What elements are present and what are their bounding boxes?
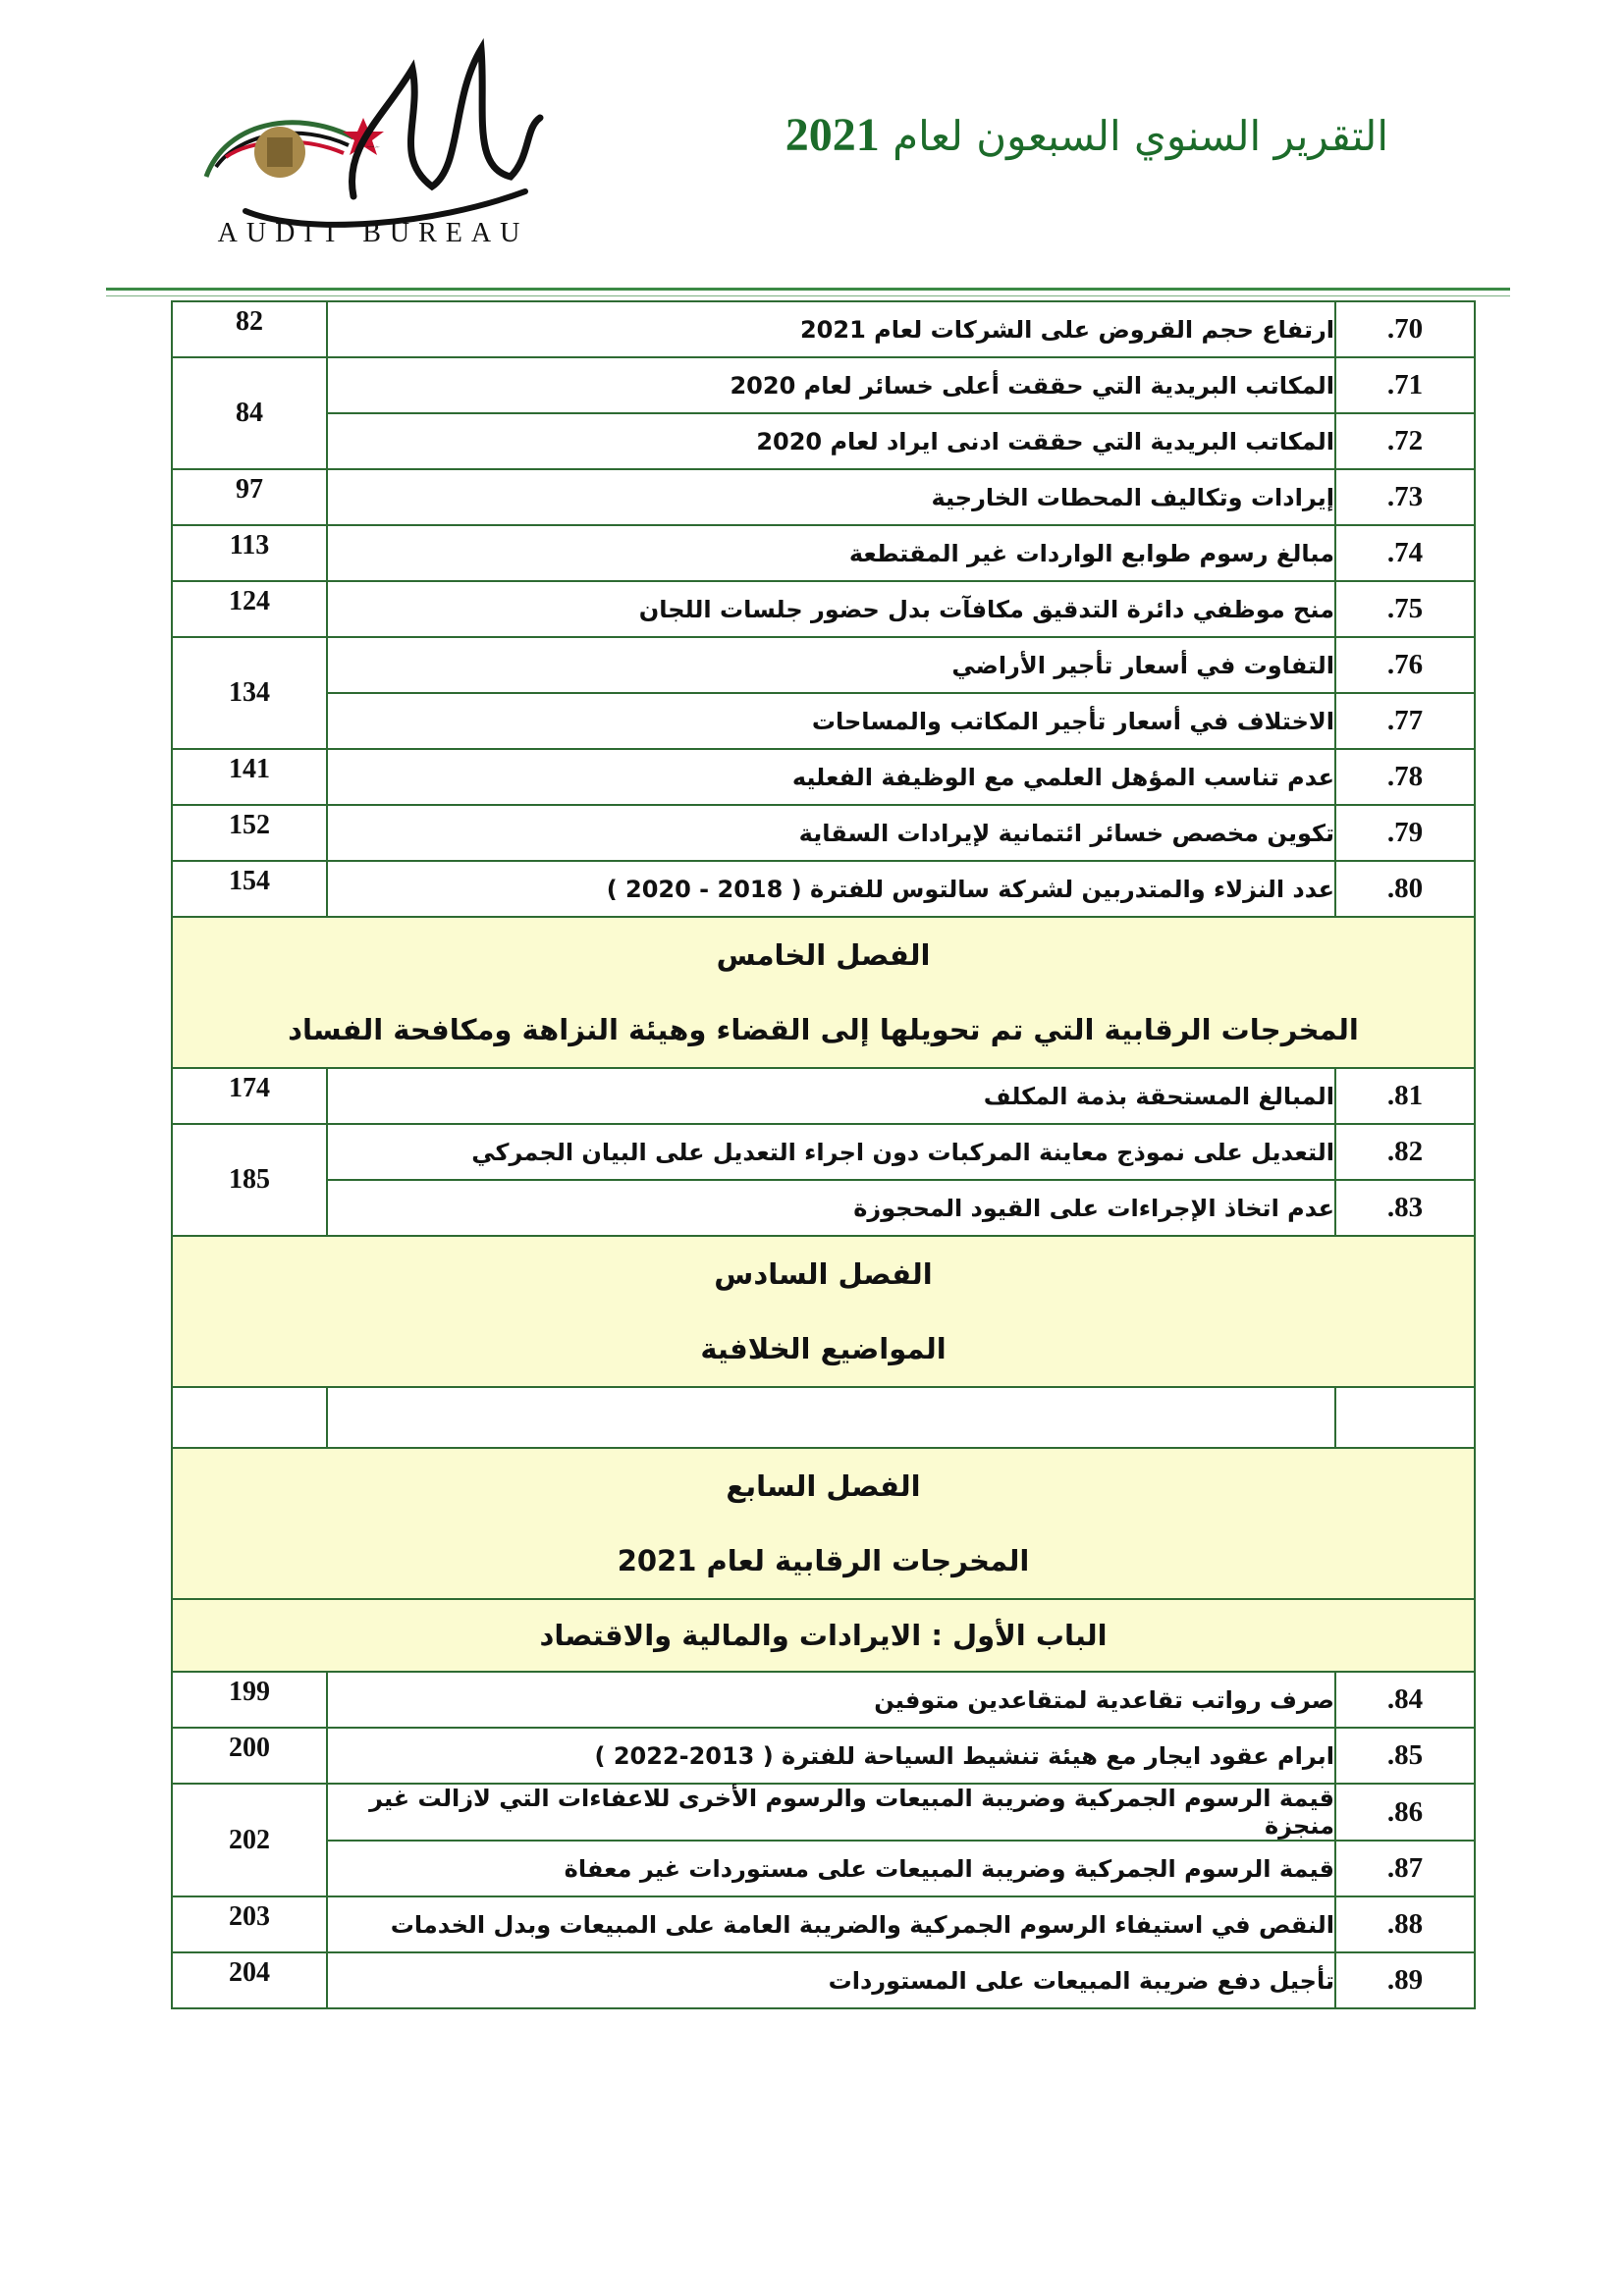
entry-number: .87 [1335, 1841, 1475, 1896]
chapter-5-header [172, 917, 1475, 1068]
chapter-title: الفصل السابع [726, 1469, 921, 1503]
page-number: 154 [172, 861, 327, 917]
table-row [172, 1728, 1475, 1784]
page-header [0, 0, 1624, 294]
page-number: 82 [172, 301, 327, 357]
table-row [172, 357, 1475, 413]
entry-number: .74 [1335, 525, 1475, 581]
entry-number: .84 [1335, 1672, 1475, 1728]
entry-title: ارتفاع حجم القروض على الشركات لعام 2021 [327, 301, 1335, 357]
page-number: 200 [172, 1728, 327, 1784]
section-cell [172, 1599, 1475, 1672]
page-number: 203 [172, 1896, 327, 1952]
entry-title: عدد النزلاء والمتدربين لشركة سالتوس للفترة ( 2018 - 2020 ) [327, 861, 1335, 917]
entry-number: .86 [1335, 1784, 1475, 1841]
entry-title: المكاتب البريدية التي حققت أعلى خسائر لعام 2020 [327, 357, 1335, 413]
page-number: 204 [172, 1952, 327, 2008]
entry-title: تكوين مخصص خسائر ائتمانية لإيرادات السقاية [327, 805, 1335, 861]
entry-number: .73 [1335, 469, 1475, 525]
chapter-title: الفصل السادس [714, 1257, 933, 1291]
table-row [172, 301, 1475, 357]
chapter-7-cell [172, 1448, 1475, 1599]
header-divider-thin [106, 295, 1510, 296]
entry-title: صرف رواتب تقاعدية لمتقاعدين متوفين [327, 1672, 1335, 1728]
entry-number: .78 [1335, 749, 1475, 805]
table-row [172, 805, 1475, 861]
chapter-5-cell [172, 917, 1475, 1068]
entry-number: .85 [1335, 1728, 1475, 1784]
table-row [172, 1784, 1475, 1841]
logo-arabic-text: ديوان المحاسبة [366, 146, 380, 148]
entry-number: .81 [1335, 1068, 1475, 1124]
entry-title: المكاتب البريدية التي حققت ادنى ايراد لعام 2020 [327, 413, 1335, 469]
page-number: 199 [172, 1672, 327, 1728]
entry-title: قيمة الرسوم الجمركية وضريبة المبيعات على مستوردات غير معفاة [327, 1841, 1335, 1896]
chapter-title: الفصل الخامس [716, 938, 931, 972]
logo-english-text: AUDIT BUREAU [217, 218, 529, 248]
page-number: 113 [172, 525, 327, 581]
entry-title: عدم اتخاذ الإجراءات على القيود المحجوزة [327, 1180, 1335, 1236]
entry-number: .83 [1335, 1180, 1475, 1236]
page-number: 202 [172, 1784, 327, 1896]
chapter-6-cell [172, 1236, 1475, 1387]
entry-number: .80 [1335, 861, 1475, 917]
table-row [172, 749, 1475, 805]
empty-cell [327, 1387, 1335, 1448]
empty-cell [172, 1387, 327, 1448]
table-row [172, 525, 1475, 581]
table-row [172, 1672, 1475, 1728]
entry-title: عدم تناسب المؤهل العلمي مع الوظيفة الفعليه [327, 749, 1335, 805]
entry-number: .70 [1335, 301, 1475, 357]
entry-title: مبالغ رسوم طوابع الواردات غير المقتطعة [327, 525, 1335, 581]
table-row [172, 1896, 1475, 1952]
entry-number: .88 [1335, 1896, 1475, 1952]
header-divider [106, 288, 1510, 291]
page-number: 134 [172, 637, 327, 749]
page-number: 152 [172, 805, 327, 861]
table-row [172, 637, 1475, 693]
page-number: 174 [172, 1068, 327, 1124]
section-header [172, 1599, 1475, 1672]
page-number: 124 [172, 581, 327, 637]
table-row [172, 693, 1475, 749]
entry-number: .71 [1335, 357, 1475, 413]
table-row [172, 1952, 1475, 2008]
entry-number: .79 [1335, 805, 1475, 861]
empty-row [172, 1387, 1475, 1448]
chapter-subtitle: المخرجات الرقابية التي تم تحويلها إلى القضاء وهيئة النزاهة ومكافحة الفساد [288, 1013, 1359, 1046]
report-title [785, 108, 1388, 162]
entry-title: التعديل على نموذج معاينة المركبات دون اجراء التعديل على البيان الجمركي [327, 1124, 1335, 1180]
entry-title: إيرادات وتكاليف المحطات الخارجية [327, 469, 1335, 525]
page-number: 141 [172, 749, 327, 805]
chapter-6-header [172, 1236, 1475, 1387]
entry-title: المبالغ المستحقة بذمة المكلف [327, 1068, 1335, 1124]
empty-cell [1335, 1387, 1475, 1448]
entry-title: النقص في استيفاء الرسوم الجمركية والضريبة العامة على المبيعات وبدل الخدمات [327, 1896, 1335, 1952]
entry-number: .72 [1335, 413, 1475, 469]
entry-title: الاختلاف في أسعار تأجير المكاتب والمساحات [327, 693, 1335, 749]
entry-number: .76 [1335, 637, 1475, 693]
entry-title: منح موظفي دائرة التدقيق مكافآت بدل حضور جلسات اللجان [327, 581, 1335, 637]
table-row [172, 1841, 1475, 1896]
section-title: الباب الأول : الايرادات والمالية والاقتصاد [539, 1619, 1108, 1652]
table-row [172, 1180, 1475, 1236]
table-row [172, 581, 1475, 637]
entry-number: .77 [1335, 693, 1475, 749]
table-row [172, 469, 1475, 525]
chapter-subtitle: المواضيع الخلافية [700, 1332, 947, 1365]
table-of-contents [171, 300, 1476, 2009]
entry-title: ابرام عقود ايجار مع هيئة تنشيط السياحة للفترة ( 2013-2022 ) [327, 1728, 1335, 1784]
entry-title: قيمة الرسوم الجمركية وضريبة المبيعات والرسوم الأخرى للاعفاءات التي لازالت غير منجزة [327, 1784, 1335, 1841]
entry-number: .89 [1335, 1952, 1475, 2008]
table-row [172, 1068, 1475, 1124]
chapter-subtitle: المخرجات الرقابية لعام 2021 [617, 1544, 1030, 1577]
entry-title: التفاوت في أسعار تأجير الأراضي [327, 637, 1335, 693]
chapter-7-header [172, 1448, 1475, 1599]
page-number: 84 [172, 357, 327, 469]
page-number: 97 [172, 469, 327, 525]
table-row [172, 413, 1475, 469]
entry-title: تأجيل دفع ضريبة المبيعات على المستوردات [327, 1952, 1335, 2008]
table-row [172, 1124, 1475, 1180]
entry-number: .75 [1335, 581, 1475, 637]
report-title-text: التقرير السنوي السبعون لعام [893, 112, 1388, 160]
table-row [172, 861, 1475, 917]
entry-number: .82 [1335, 1124, 1475, 1180]
report-year: 2021 [785, 109, 880, 161]
page-number: 185 [172, 1124, 327, 1236]
